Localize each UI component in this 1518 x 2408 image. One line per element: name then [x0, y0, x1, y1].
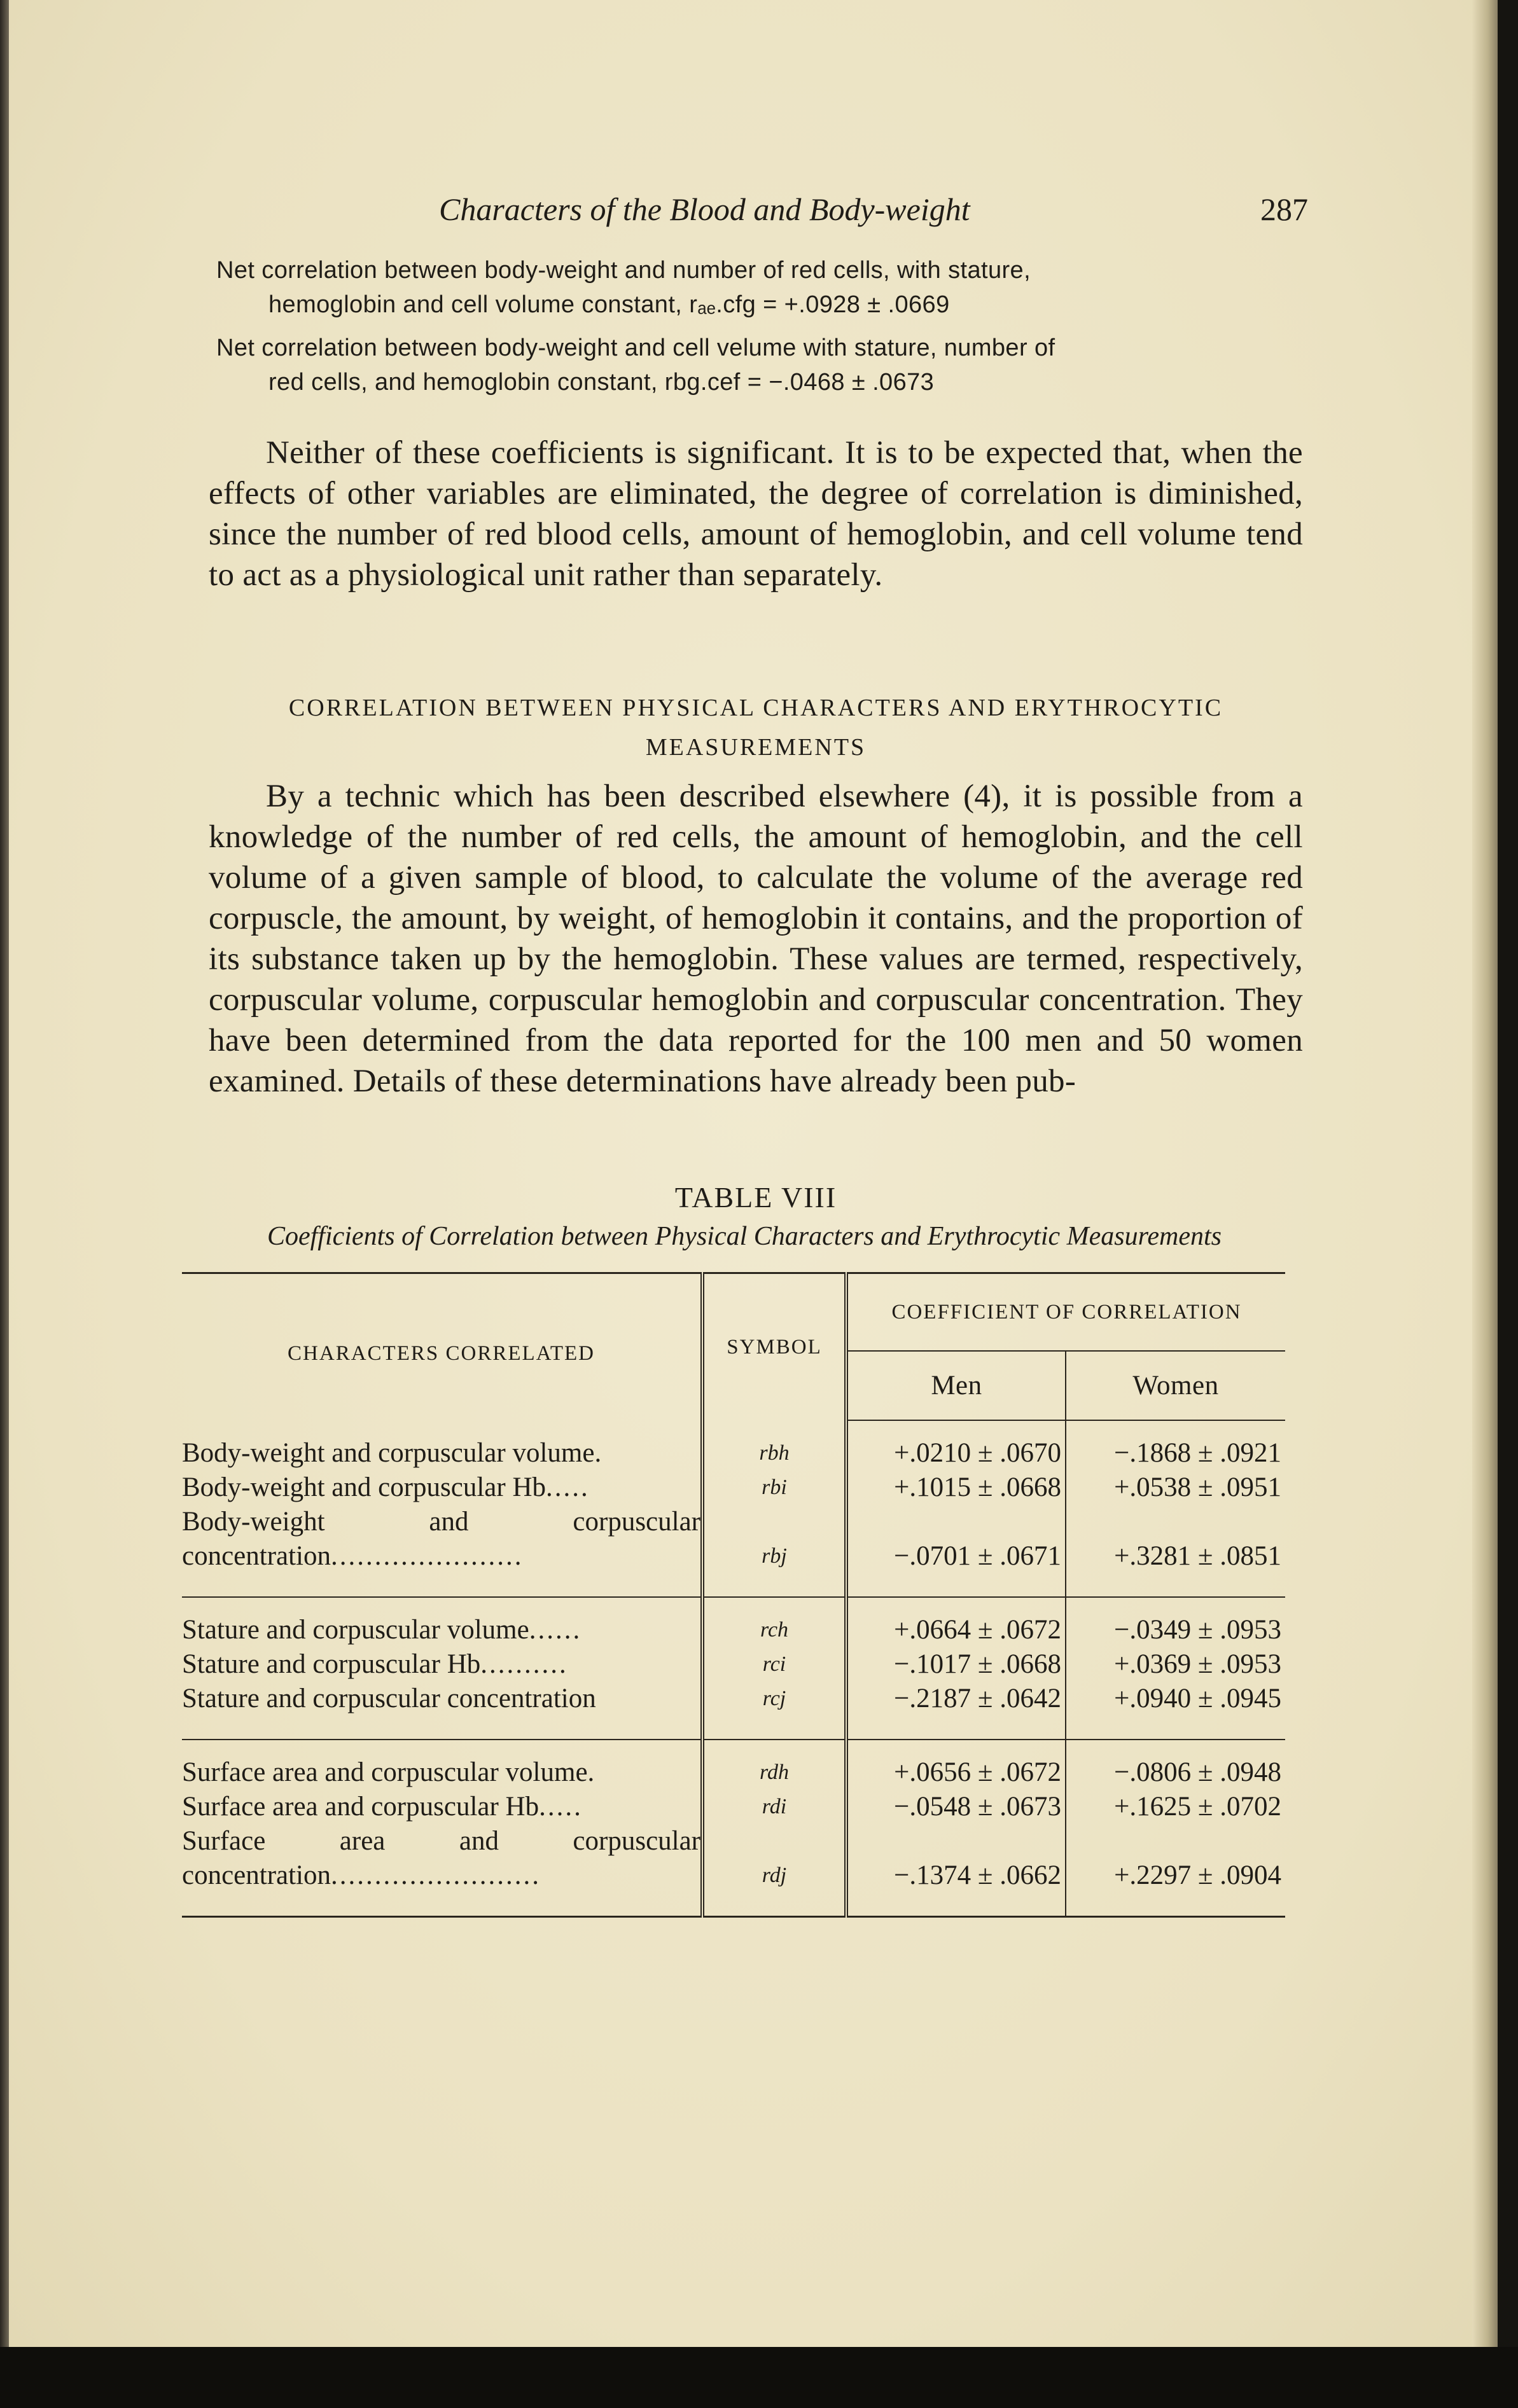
women-coefficient-cell: −.0349 ± .0953 [1114, 1615, 1281, 1645]
leader-dots: ...... [529, 1615, 582, 1645]
leader-dots: ........................ [331, 1860, 541, 1890]
spacer-cell [182, 1574, 702, 1597]
characters-text: Stature and corpuscular concentration [182, 1684, 596, 1713]
table-row [182, 1790, 1285, 1824]
men-coefficient-cell: −.2187 ± .0642 [846, 1682, 1066, 1716]
spacer-cell [846, 1716, 1066, 1740]
characters-cell [182, 1790, 702, 1824]
characters-cell [182, 1470, 702, 1505]
spacer-cell [846, 1740, 1066, 1755]
women-coefficient-cell: +.0940 ± .0945 [1114, 1684, 1281, 1713]
paragraph-significance [209, 432, 1303, 595]
spacer-cell [702, 1420, 846, 1436]
section-heading-line: MEASUREMENTS [645, 734, 867, 761]
table-spacer [182, 1740, 1285, 1755]
characters-text: Body-weight and corpuscular Hb [182, 1472, 546, 1502]
characters-text: Body-weight and corpuscular volume [182, 1438, 595, 1468]
leader-dots: ..... [539, 1792, 583, 1822]
scan-background [0, 2347, 1518, 2408]
spacer-cell [702, 1893, 846, 1917]
leader-dots: . [587, 1757, 597, 1787]
symbol-cell: rci [702, 1647, 846, 1682]
table-row [182, 1647, 1285, 1682]
characters-cell [182, 1682, 702, 1716]
table-row [182, 1613, 1285, 1647]
leader-dots: ...................... [331, 1541, 524, 1571]
spacer-cell [182, 1740, 702, 1755]
women-coefficient-cell: +.0369 ± .0953 [1114, 1649, 1281, 1679]
equation-line: hemoglobin and cell volume constant, rₐₑ.cfg = +.0928 ± .0669 [268, 291, 950, 318]
spacer-cell [1066, 1597, 1285, 1613]
equation-line: Net correlation between body-weight and cell velume with stature, number of [216, 335, 1055, 361]
women-coefficient-cell: +.1625 ± .0702 [1114, 1792, 1281, 1822]
symbol-cell: rch [702, 1613, 846, 1647]
spacer-cell [702, 1597, 846, 1613]
spacer-cell [702, 1716, 846, 1740]
correlation-table [182, 1272, 1285, 1918]
leader-dots: .......... [480, 1649, 568, 1679]
running-head [204, 191, 1308, 235]
characters-cell [182, 1647, 702, 1682]
net-correlation-equation-2 [216, 331, 1311, 399]
running-title: Characters of the Blood and Body-weight [439, 191, 970, 227]
section-heading [209, 688, 1303, 767]
paragraph-technic [209, 776, 1303, 1102]
net-correlation-equation-1 [216, 253, 1311, 322]
page-number: 287 [1260, 191, 1308, 227]
header-coefficient: COEFFICIENT OF CORRELATION [846, 1273, 1285, 1352]
symbol-cell: rbi [702, 1470, 846, 1505]
table-spacer [182, 1893, 1285, 1917]
header-characters: CHARACTERS CORRELATED [182, 1273, 702, 1421]
characters-cell [182, 1436, 702, 1470]
table-group [182, 1420, 1285, 1597]
men-coefficient-cell: −.0548 ± .0673 [846, 1790, 1066, 1824]
spacer-cell [1066, 1740, 1285, 1755]
symbol-cell: rcj [702, 1682, 846, 1716]
section-heading-line: CORRELATION BETWEEN PHYSICAL CHARACTERS AND ERYTHROCYTIC [288, 695, 1223, 721]
spacer-cell [182, 1893, 702, 1917]
page-edge [1472, 0, 1498, 2347]
characters-cell [182, 1824, 702, 1893]
spacer-cell [1066, 1574, 1285, 1597]
characters-cell [182, 1755, 702, 1790]
equation-line: Net correlation between body-weight and number of red cells, with stature, [216, 257, 1031, 284]
paragraph-text: Neither of these coefficients is significant. It is to be expected that, when the effects of other variables are eliminated, the degree of correlation is diminished, since the number of red blood cells, amount of hemoglobin, and cell volume tend to act as a physiological unit rather than separately. [209, 435, 1303, 593]
table-group [182, 1597, 1285, 1740]
symbol-cell: rbh [702, 1436, 846, 1470]
women-coefficient-cell: −.1868 ± .0921 [1114, 1438, 1281, 1468]
symbol-cell: rbj [702, 1505, 846, 1574]
header-women: Women [1066, 1351, 1285, 1420]
characters-text: Surface area and corpuscular Hb [182, 1792, 540, 1822]
women-coefficient-cell: +.3281 ± .0851 [1114, 1541, 1281, 1571]
table-row [182, 1682, 1285, 1716]
men-coefficient-cell: −.1017 ± .0668 [846, 1647, 1066, 1682]
spacer-cell [846, 1597, 1066, 1613]
women-coefficient-cell: −.0806 ± .0948 [1114, 1757, 1281, 1787]
table-row [182, 1436, 1285, 1470]
equation-line: red cells, and hemoglobin constant, rbg.cef = −.0468 ± .0673 [268, 369, 935, 396]
symbol-cell: rdh [702, 1755, 846, 1790]
men-coefficient-cell: −.0701 ± .0671 [846, 1505, 1066, 1574]
men-coefficient-cell: +.0656 ± .0672 [846, 1755, 1066, 1790]
spacer-cell [1066, 1420, 1285, 1436]
table-spacer [182, 1716, 1285, 1740]
women-coefficient-cell: +.0538 ± .0951 [1114, 1472, 1281, 1502]
spacer-cell [182, 1597, 702, 1613]
table-spacer [182, 1420, 1285, 1436]
characters-cell [182, 1613, 702, 1647]
table-row [182, 1470, 1285, 1505]
men-coefficient-cell: +.1015 ± .0668 [846, 1470, 1066, 1505]
spacer-cell [702, 1740, 846, 1755]
paragraph-text: By a technic which has been described elsewhere (4), it is possible from a knowledge of the number of red cells, the amount of hemoglobin, and the cell volume of a given sample of blood, to calculate the volume of the average red corpuscle, the amount, by weight, of hemoglobin it contains, and the proportion of its substance taken up by the hemoglobin. These values are termed, respectively, corpuscular volume, corpuscular hemoglobin and corpuscular concentration. They have been determined from the data reported for the 100 men and 50 women examined. Details of these determinations have already been pub- [209, 778, 1303, 1099]
characters-text: Surface area and corpuscular concentration [182, 1826, 700, 1890]
table-row [182, 1755, 1285, 1790]
men-coefficient-cell: +.0664 ± .0672 [846, 1613, 1066, 1647]
table-spacer [182, 1574, 1285, 1597]
spacer-cell [182, 1420, 702, 1436]
symbol-cell: rdi [702, 1790, 846, 1824]
header-men: Men [846, 1351, 1066, 1420]
spacer-cell [1066, 1893, 1285, 1917]
men-coefficient-cell: +.0210 ± .0670 [846, 1436, 1066, 1470]
table-spacer [182, 1597, 1285, 1613]
women-coefficient-cell: +.2297 ± .0904 [1114, 1860, 1281, 1890]
spacer-cell [846, 1420, 1066, 1436]
symbol-cell: rdj [702, 1824, 846, 1893]
table-title: TABLE VIII [674, 1181, 837, 1214]
characters-cell [182, 1505, 702, 1574]
table-caption: Coefficients of Correlation between Physical Characters and Erythrocytic Measurements [267, 1222, 1222, 1251]
table-row [182, 1505, 1285, 1574]
characters-text: Body-weight and corpuscular concentration [182, 1507, 700, 1571]
table-group [182, 1740, 1285, 1917]
leader-dots: . [594, 1438, 604, 1468]
spacer-cell [846, 1893, 1066, 1917]
characters-text: Stature and corpuscular Hb [182, 1649, 481, 1679]
spacer-cell [702, 1574, 846, 1597]
spacer-cell [182, 1716, 702, 1740]
characters-text: Stature and corpuscular volume [182, 1615, 529, 1645]
characters-text: Surface area and corpuscular volume [182, 1757, 588, 1787]
spacer-cell [846, 1574, 1066, 1597]
header-symbol: SYMBOL [702, 1273, 846, 1421]
men-coefficient-cell: −.1374 ± .0662 [846, 1824, 1066, 1893]
table-row [182, 1824, 1285, 1893]
spacer-cell [1066, 1716, 1285, 1740]
leader-dots: ..... [546, 1472, 590, 1502]
